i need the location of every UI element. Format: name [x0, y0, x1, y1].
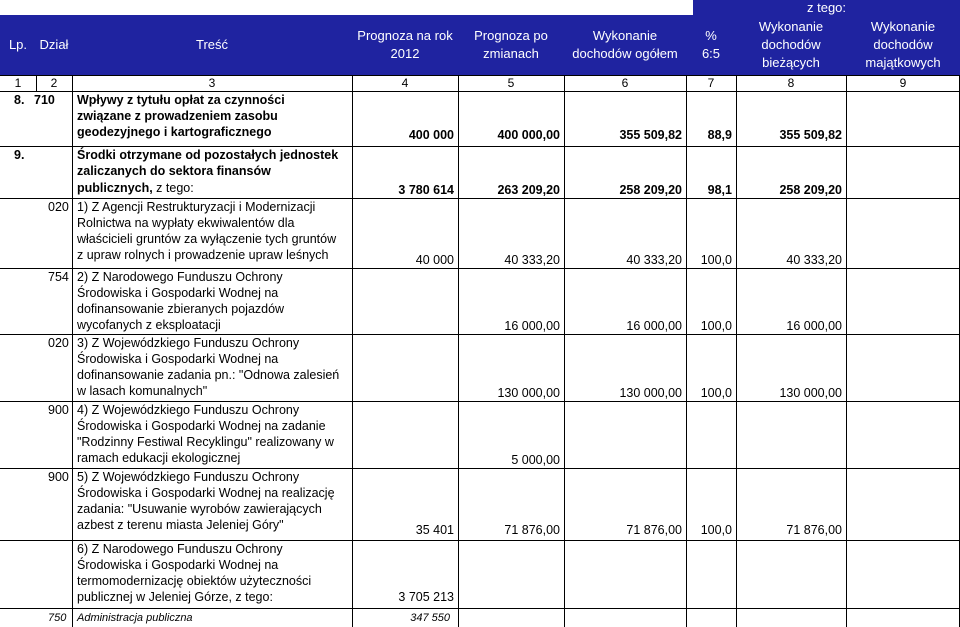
row3-c5: 130 000,00: [497, 386, 560, 400]
row750-dzial: 750: [48, 612, 67, 624]
row1-c4: 40 000: [415, 253, 454, 267]
row4-line2: Środowiska i Gospodarki Wodnej na zadanie: [77, 419, 326, 433]
row5-c4: 35 401: [415, 523, 454, 537]
row2-c5: 16 000,00: [504, 319, 560, 333]
rule-v-c9: [846, 75, 847, 627]
row5-line2: Środowiska i Gospodarki Wodnej na realizację: [77, 486, 335, 500]
row4-c5: 5 000,00: [511, 453, 560, 467]
colnum-7: 7: [707, 76, 715, 90]
row2-c7: 100,0: [700, 319, 732, 333]
row1-line1: 1) Z Agencji Restrukturyzacji i Modernizacji: [77, 200, 316, 214]
row3-c8: 130 000,00: [779, 386, 842, 400]
colnum-2: 2: [50, 76, 58, 90]
header-wykonanie-majatkowych: Wykonanie dochodów majątkowych: [865, 19, 941, 70]
row5-c6: 71 876,00: [626, 523, 682, 537]
row1-line3: właścicieli gruntów za wyłączenie tych gruntów: [77, 232, 337, 246]
row9-lp: 9.: [14, 148, 25, 162]
header-lp: Lp.: [8, 37, 28, 52]
header-dzial: Dział: [39, 37, 69, 52]
row8-lp: 8.: [14, 93, 25, 107]
row2-line3: dofinansowanie zbieranych pojazdów: [77, 302, 285, 316]
header-wykonanie-biezacych: Wykonanie dochodów bieżących: [758, 19, 824, 70]
row8-c7: 88,9: [707, 128, 732, 142]
row2-c8: 16 000,00: [786, 319, 842, 333]
colnum-1: 1: [14, 76, 22, 90]
rule-v-dzial: [36, 75, 37, 91]
header-tresc: Treść: [195, 37, 229, 52]
rule-header-bottom: [0, 75, 960, 76]
row1-c8: 40 333,20: [786, 253, 842, 267]
row3-line2: Środowiska i Gospodarki Wodnej na: [77, 352, 279, 366]
row8-c8: 355 509,82: [779, 128, 842, 142]
row5-line4: azbest z terenu miasta Jeleniej Góry": [77, 518, 284, 532]
row3-dzial: 020: [48, 336, 69, 350]
row6-line4: publicznej w Jeleniej Górze, z tego:: [77, 590, 273, 604]
colnum-5: 5: [507, 76, 515, 90]
row9-c7: 98,1: [707, 183, 732, 197]
row5-c7: 100,0: [700, 523, 732, 537]
row6-line1: 6) Z Narodowego Funduszu Ochrony: [77, 542, 283, 556]
row2-line4: wycofanych z eksploatacji: [77, 318, 221, 332]
row8-c4: 400 000: [408, 128, 454, 142]
row2-dzial: 754: [48, 270, 69, 284]
row4-line4: ramach edukacji ekologicznej: [77, 451, 241, 465]
row1-line2: Rolnictwa na wypłaty ekwiwalentów dla: [77, 216, 295, 230]
row4-dzial: 900: [48, 403, 69, 417]
row3-c6: 130 000,00: [619, 386, 682, 400]
row6-line3: termomodernizację obiektów użyteczności: [77, 574, 312, 588]
header-prognoza-rok: Prognoza na rok 2012: [357, 28, 453, 61]
row1-c5: 40 333,20: [504, 253, 560, 267]
row5-dzial: 900: [48, 470, 69, 484]
row5-c8: 71 876,00: [786, 523, 842, 537]
colnum-4: 4: [401, 76, 409, 90]
row3-line3: dofinansowanie zadania pn.: "Odnowa zalesień: [77, 368, 340, 382]
rule-row-750: [0, 608, 960, 609]
header-z-tego: z tego:: [806, 0, 847, 15]
row8-line1: Wpływy z tytułu opłat za czynności: [77, 93, 285, 107]
row4-line1: 4) Z Wojewódzkiego Funduszu Ochrony: [77, 403, 300, 417]
row750-c4: 347 550: [410, 612, 450, 624]
row9-c8: 258 209,20: [779, 183, 842, 197]
row6-c4: 3 705 213: [398, 590, 454, 604]
row5-c5: 71 876,00: [504, 523, 560, 537]
rule-v-c5: [458, 75, 459, 627]
row5-line3: zadania: "Usuwanie wyrobów zawierających: [77, 502, 322, 516]
row8-line2: związane z prowadzeniem zasobu: [77, 109, 278, 123]
colnum-9: 9: [899, 76, 907, 90]
row1-dzial: 020: [48, 200, 69, 214]
row3-line4: w lasach komunalnych": [77, 384, 208, 398]
row8-dzial: 710: [34, 93, 55, 107]
row2-c6: 16 000,00: [626, 319, 682, 333]
row750-line1: Administracja publiczna: [77, 612, 193, 624]
row2-line2: Środowiska i Gospodarki Wodnej na: [77, 286, 279, 300]
row6-line2: Środowiska i Gospodarki Wodnej na: [77, 558, 279, 572]
rule-v-c6: [564, 75, 565, 627]
header-wykonanie-ogolem: Wykonanie dochodów ogółem: [572, 28, 678, 61]
row9-line1: Środki otrzymane od pozostałych jednostek: [77, 148, 339, 162]
row9-line3: publicznych, z tego:: [77, 181, 194, 195]
rule-v-c7: [686, 75, 687, 627]
rule-v-c8: [736, 75, 737, 627]
row4-line3: "Rodzinny Festiwal Recyklingu" realizowany w: [77, 435, 334, 449]
row9-line2: zaliczanych do sektora finansów: [77, 164, 271, 178]
row8-c6: 355 509,82: [619, 128, 682, 142]
row1-c6: 40 333,20: [626, 253, 682, 267]
header-procent: % 6:5: [701, 28, 721, 61]
row3-c7: 100,0: [700, 386, 732, 400]
row3-line1: 3) Z Wojewódzkiego Funduszu Ochrony: [77, 336, 300, 350]
rule-v-tresc: [72, 75, 73, 627]
row9-c5: 263 209,20: [497, 183, 560, 197]
colnum-6: 6: [621, 76, 629, 90]
colnum-3: 3: [208, 76, 216, 90]
row9-c4: 3 780 614: [398, 183, 454, 197]
row5-line1: 5) Z Wojewódzkiego Funduszu Ochrony: [77, 470, 300, 484]
colnum-8: 8: [787, 76, 795, 90]
row1-c7: 100,0: [700, 253, 732, 267]
row1-line4: z upraw rolnych i prowadzenie upraw leśnych: [77, 248, 329, 262]
row8-line3: geodezyjnego i kartograficznego: [77, 125, 272, 139]
rule-v-c4: [352, 75, 353, 627]
row9-c6: 258 209,20: [619, 183, 682, 197]
row2-line1: 2) Z Narodowego Funduszu Ochrony: [77, 270, 283, 284]
header-prognoza-po: Prognoza po zmianach: [474, 28, 548, 61]
row8-c5: 400 000,00: [497, 128, 560, 142]
